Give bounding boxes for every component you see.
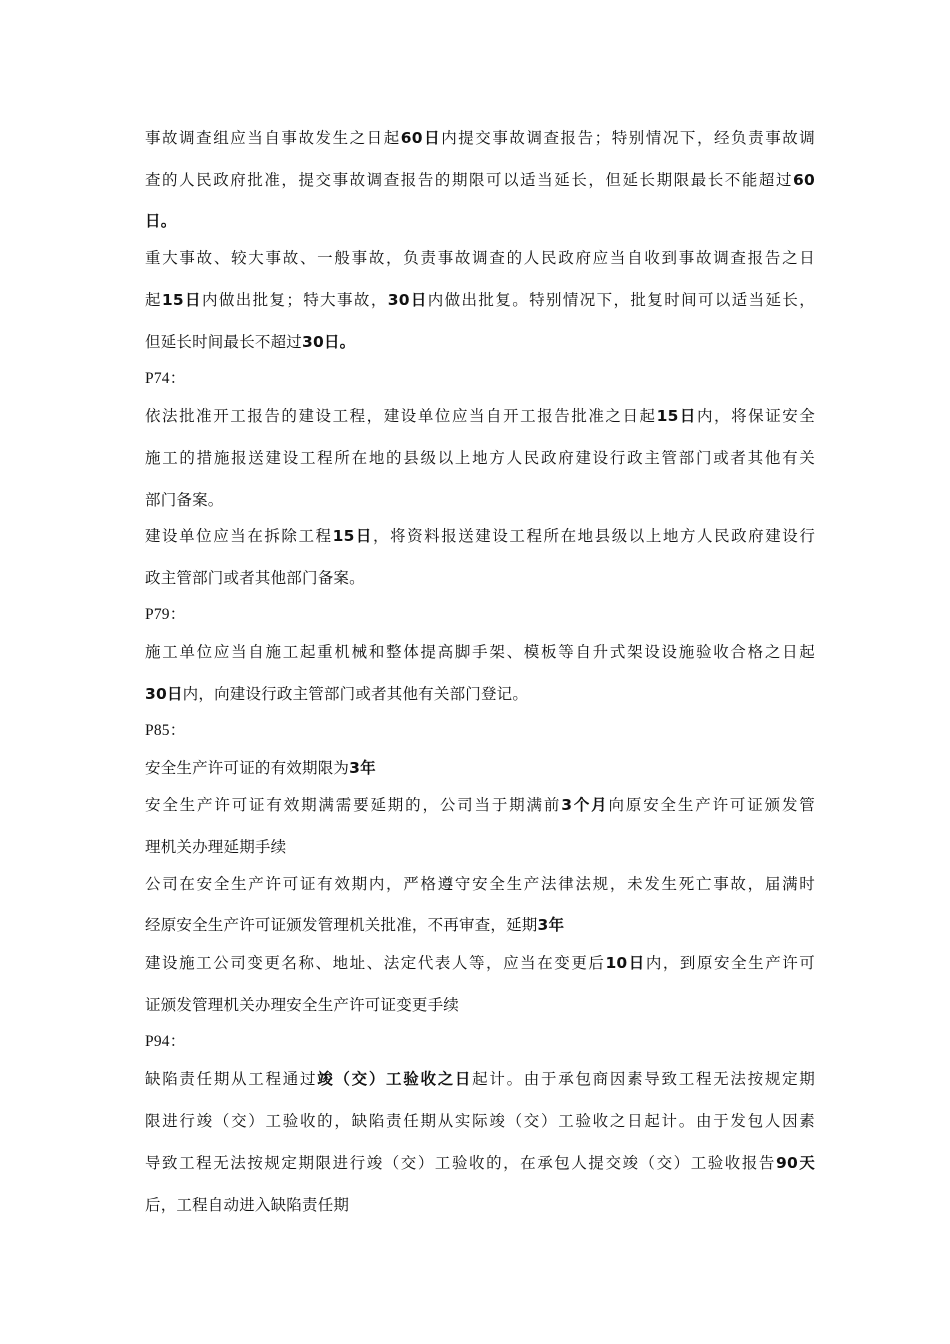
- text-run: 向原安全生产许可证颁发管: [608, 796, 815, 814]
- paragraph-9-line-2: [145, 995, 459, 1015]
- paragraph-5-line-1: [145, 642, 815, 662]
- bold-run: 30日: [387, 291, 428, 309]
- paragraph-10-line-1: [145, 1069, 815, 1089]
- bold-run: 日。: [145, 212, 177, 230]
- section-heading-p74: P74：: [145, 370, 186, 387]
- text-run: 建设单位应当在拆除工程: [145, 527, 333, 545]
- text-run: 内提交事故调查报告；特别情况下，经负责事故调: [441, 129, 815, 147]
- bold-run: 15日: [332, 527, 373, 545]
- paragraph-1-line-3: [145, 211, 176, 231]
- section-heading-p94: P94：: [145, 1033, 186, 1050]
- bold-run: 15日: [161, 291, 202, 309]
- text-run: 安全生产许可证的有效期限为: [145, 759, 350, 777]
- text-run: ，将资料报送建设工程所在地县级以上地方人民政府建设行: [372, 527, 816, 545]
- bold-run: 3个月: [561, 796, 609, 814]
- paragraph-3-line-3: [145, 490, 224, 510]
- bold-run: 90天: [775, 1154, 816, 1172]
- paragraph-2-line-1: [145, 248, 815, 268]
- bold-run: 竣（交）工验收之日: [317, 1070, 473, 1088]
- text-run: 理机关办理延期手续: [145, 838, 287, 856]
- paragraph-8-line-1: [145, 874, 815, 894]
- bold-run: 30日。: [302, 333, 356, 351]
- text-run: 安全生产许可证有效期满需要延期的，公司当于期满前: [145, 796, 562, 814]
- bold-run: 60日: [400, 129, 442, 147]
- text-run: 导致工程无法按规定期限进行竣（交）工验收的，在承包人提交竣（交）工验收报告: [145, 1154, 776, 1172]
- text-run: 内，到原安全生产许可: [645, 954, 816, 972]
- paragraph-5-line-2: [145, 684, 528, 704]
- paragraph-10-line-4: [145, 1195, 349, 1215]
- paragraph-2-line-2: [145, 290, 815, 310]
- text-run: 内做出批复；特大事故，: [201, 291, 388, 309]
- paragraph-10-line-2: [145, 1111, 815, 1131]
- paragraph-7-line-2: [145, 837, 286, 857]
- paragraph-3-line-2: [145, 448, 815, 468]
- paragraph-1-line-1: [145, 128, 815, 148]
- text-run: 缺陷责任期从工程通过: [145, 1070, 318, 1088]
- paragraph-8-line-2: [145, 915, 564, 935]
- paragraph-4-line-2: [145, 568, 365, 588]
- section-heading-p85: P85：: [145, 722, 186, 739]
- paragraph-7-line-1: [145, 795, 815, 815]
- bold-run: 3年: [537, 916, 565, 934]
- bold-run: 30日: [145, 685, 183, 703]
- text-run: 事故调查组应当自事故发生之日起: [145, 129, 401, 147]
- text-run: 政主管部门或者其他部门备案。: [145, 569, 365, 587]
- paragraph-2-line-3: [145, 332, 355, 352]
- text-run: 施工单位应当自施工起重机械和整体提高脚手架、模板等自升式架设设施验收合格之日起: [145, 643, 815, 661]
- text-run: 内做出批复。特别情况下，批复时间可以适当延长，: [427, 291, 816, 309]
- paragraph-4-line-1: [145, 526, 815, 546]
- text-run: 重大事故、较大事故、一般事故，负责事故调查的人民政府应当自收到事故调查报告之日: [145, 249, 815, 267]
- text-run: 内，向建设行政主管部门或者其他有关部门登记。: [182, 685, 529, 703]
- text-run: 但延长时间最长不超过: [145, 333, 303, 351]
- text-run: 公司在安全生产许可证有效期内，严格遵守安全生产法律法规，未发生死亡事故，届满时: [145, 875, 815, 893]
- text-run: 后，工程自动进入缺陷责任期: [145, 1196, 350, 1214]
- text-run: 证颁发管理机关办理安全生产许可证变更手续: [145, 996, 460, 1014]
- paragraph-9-line-1: [145, 953, 815, 973]
- text-run: 部门备案。: [145, 491, 224, 509]
- section-heading-p79: P79：: [145, 606, 186, 623]
- text-run: 施工的措施报送建设工程所在地的县级以上地方人民政府建设行政主管部门或者其他有关: [145, 449, 815, 467]
- text-run: 经原安全生产许可证颁发管理机关批准，不再审查，延期: [145, 916, 538, 934]
- text-run: 起: [145, 291, 162, 309]
- text-run: 依法批准开工报告的建设工程，建设单位应当自开工报告批准之日起: [145, 407, 657, 425]
- text-run: 起计。由于承包商因素导致工程无法按规定期: [472, 1070, 815, 1088]
- text-run: 查的人民政府批准，提交事故调查报告的期限可以适当延长，但延长期限最长不能超过: [145, 171, 794, 189]
- paragraph-1-line-2: [145, 170, 815, 190]
- bold-run: 10日: [605, 954, 646, 972]
- bold-run: 60: [793, 171, 815, 189]
- bold-run: 15日: [656, 407, 697, 425]
- paragraph-6-line-1: [145, 758, 376, 778]
- text-run: 内，将保证安全: [696, 407, 816, 425]
- paragraph-10-line-3: [145, 1153, 815, 1173]
- text-run: 建设施工公司变更名称、地址、法定代表人等，应当在变更后: [145, 954, 606, 972]
- text-run: 限进行竣（交）工验收的，缺陷责任期从实际竣（交）工验收之日起计。由于发包人因素: [145, 1112, 815, 1130]
- bold-run: 3年: [349, 759, 376, 777]
- paragraph-3-line-1: [145, 406, 815, 426]
